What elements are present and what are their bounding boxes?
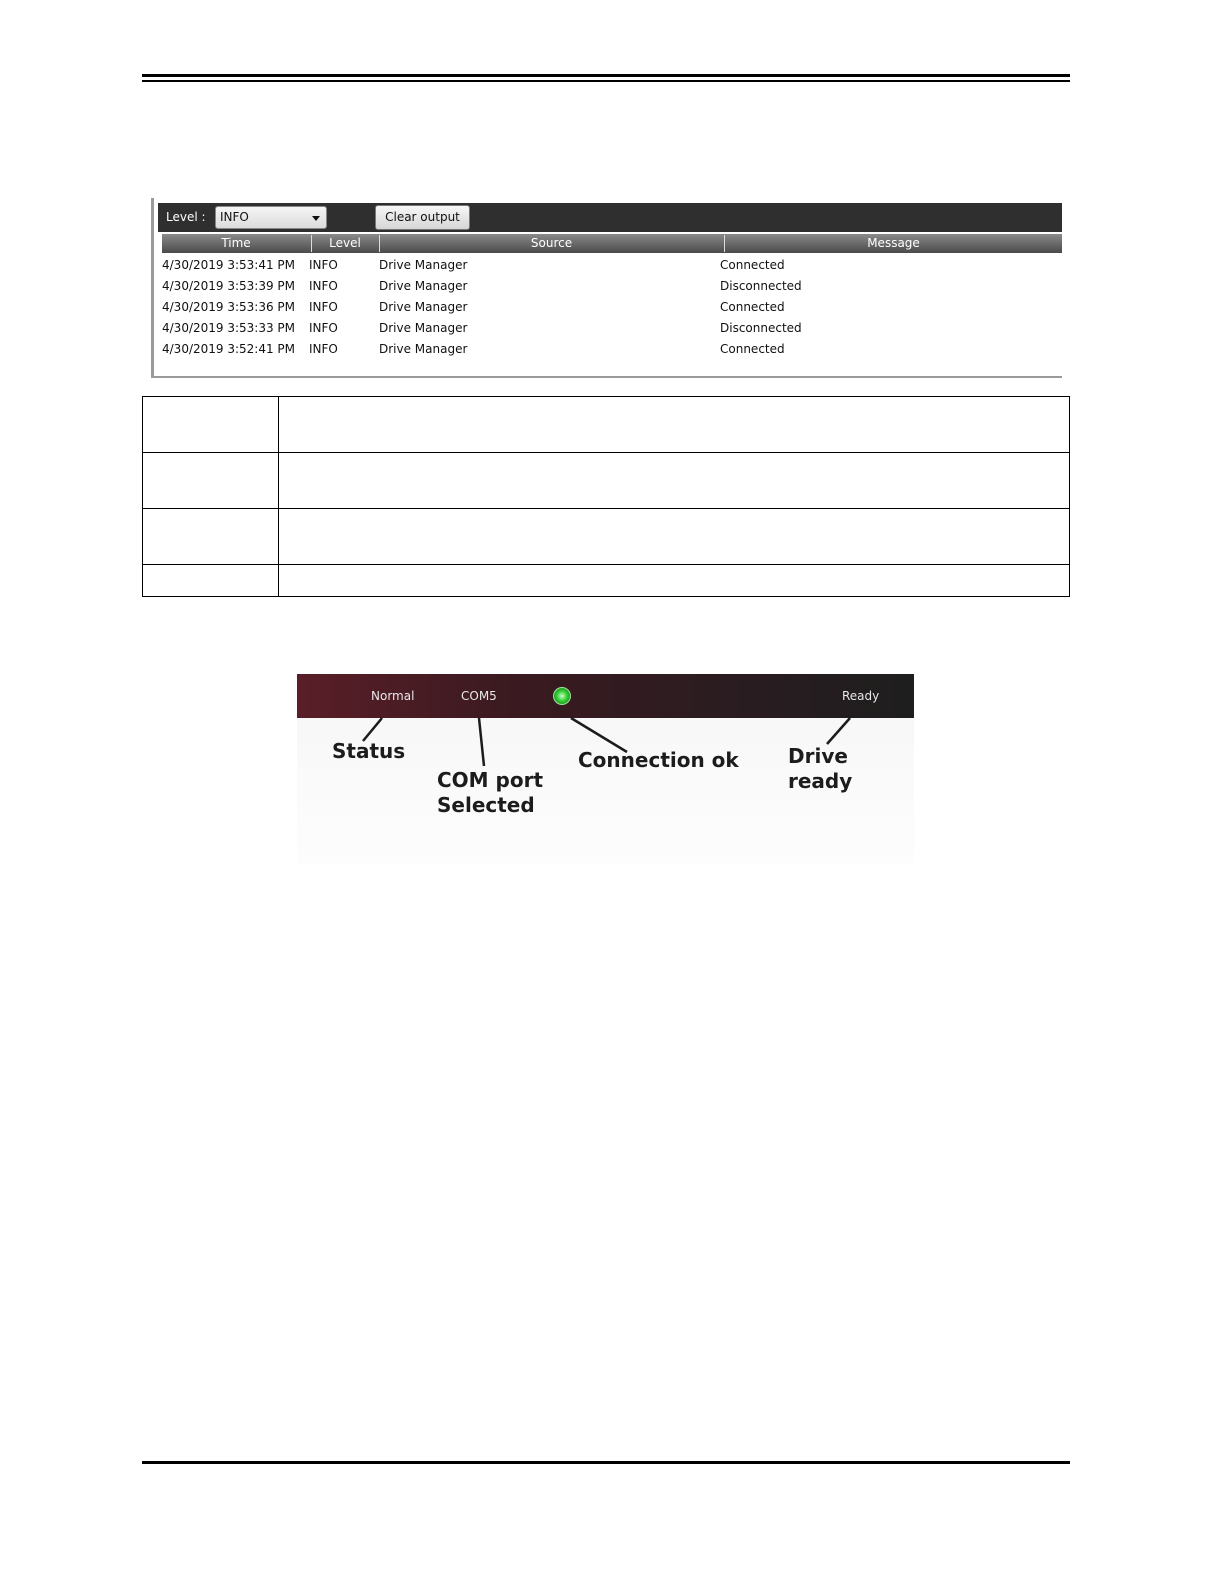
- cell-time: 4/30/2019 3:53:33 PM: [162, 321, 296, 335]
- level-dropdown[interactable]: [215, 206, 327, 229]
- callout-drive-ready: Drive ready: [788, 744, 853, 793]
- drive-ready-value: Ready: [842, 689, 880, 703]
- status-value: Normal: [371, 689, 415, 703]
- table-row[interactable]: [162, 277, 1062, 298]
- column-header-level[interactable]: Level: [329, 236, 361, 250]
- cell-message: Connected: [720, 258, 785, 272]
- leader-line-connection: [571, 718, 627, 752]
- table-cell: [143, 397, 279, 453]
- cell-source: Drive Manager: [379, 279, 468, 293]
- column-header-message[interactable]: Message: [867, 236, 920, 250]
- leader-line-drive: [827, 718, 850, 744]
- table-cell: [279, 509, 1070, 565]
- cell-message: Disconnected: [720, 321, 802, 335]
- header-rule: [142, 74, 1070, 77]
- table-cell: [143, 453, 279, 509]
- cell-level: INFO: [309, 258, 338, 272]
- cell-source: Drive Manager: [379, 300, 468, 314]
- com-port-value: COM5: [461, 689, 497, 703]
- cell-level: INFO: [309, 279, 338, 293]
- column-header-time[interactable]: Time: [221, 236, 251, 250]
- cell-message: Connected: [720, 342, 785, 356]
- table-cell: [143, 509, 279, 565]
- cell-message: Disconnected: [720, 279, 802, 293]
- cell-time: 4/30/2019 3:53:41 PM: [162, 258, 296, 272]
- log-table-body: [162, 256, 1062, 361]
- table-row[interactable]: [162, 340, 1062, 361]
- cell-level: INFO: [309, 300, 338, 314]
- cell-time: 4/30/2019 3:52:41 PM: [162, 342, 296, 356]
- header-rule-secondary: [142, 80, 1070, 82]
- cell-time: 4/30/2019 3:53:39 PM: [162, 279, 296, 293]
- status-bar-figure: [297, 674, 914, 864]
- leader-line-status: [363, 718, 382, 741]
- callout-com-port-line2: Selected: [437, 793, 535, 817]
- output-log-panel: [151, 198, 1062, 378]
- callout-com-port-line1: COM port: [437, 768, 544, 792]
- chevron-down-icon: [312, 216, 320, 221]
- table-cell: [279, 397, 1070, 453]
- clear-output-button[interactable]: Clear output: [375, 205, 470, 230]
- cell-level: INFO: [309, 321, 338, 335]
- callout-com-port: [437, 768, 543, 818]
- level-dropdown-value: INFO: [220, 210, 249, 224]
- document-table: [142, 396, 1070, 597]
- leader-line-com: [479, 718, 484, 766]
- column-header-source[interactable]: Source: [530, 236, 573, 250]
- table-row: [143, 509, 1070, 565]
- cell-time: 4/30/2019 3:53:36 PM: [162, 300, 296, 314]
- table-row: [143, 397, 1070, 453]
- table-cell: [279, 565, 1070, 597]
- table-row: [143, 565, 1070, 597]
- callout-status: Status: [332, 739, 406, 763]
- table-row[interactable]: [162, 319, 1062, 340]
- table-cell: [279, 453, 1070, 509]
- cell-source: Drive Manager: [379, 321, 468, 335]
- cell-message: Connected: [720, 300, 785, 314]
- table-row[interactable]: [162, 298, 1062, 319]
- cell-source: Drive Manager: [379, 342, 468, 356]
- footer-rule: [142, 1461, 1070, 1464]
- log-table-header: [162, 234, 1062, 253]
- log-toolbar: [158, 203, 1062, 232]
- table-row: [143, 453, 1070, 509]
- level-label: Level :: [166, 210, 206, 224]
- table-cell: [143, 565, 279, 597]
- table-row[interactable]: [162, 256, 1062, 277]
- cell-level: INFO: [309, 342, 338, 356]
- callout-connection: Connection ok: [578, 748, 739, 772]
- cell-source: Drive Manager: [379, 258, 468, 272]
